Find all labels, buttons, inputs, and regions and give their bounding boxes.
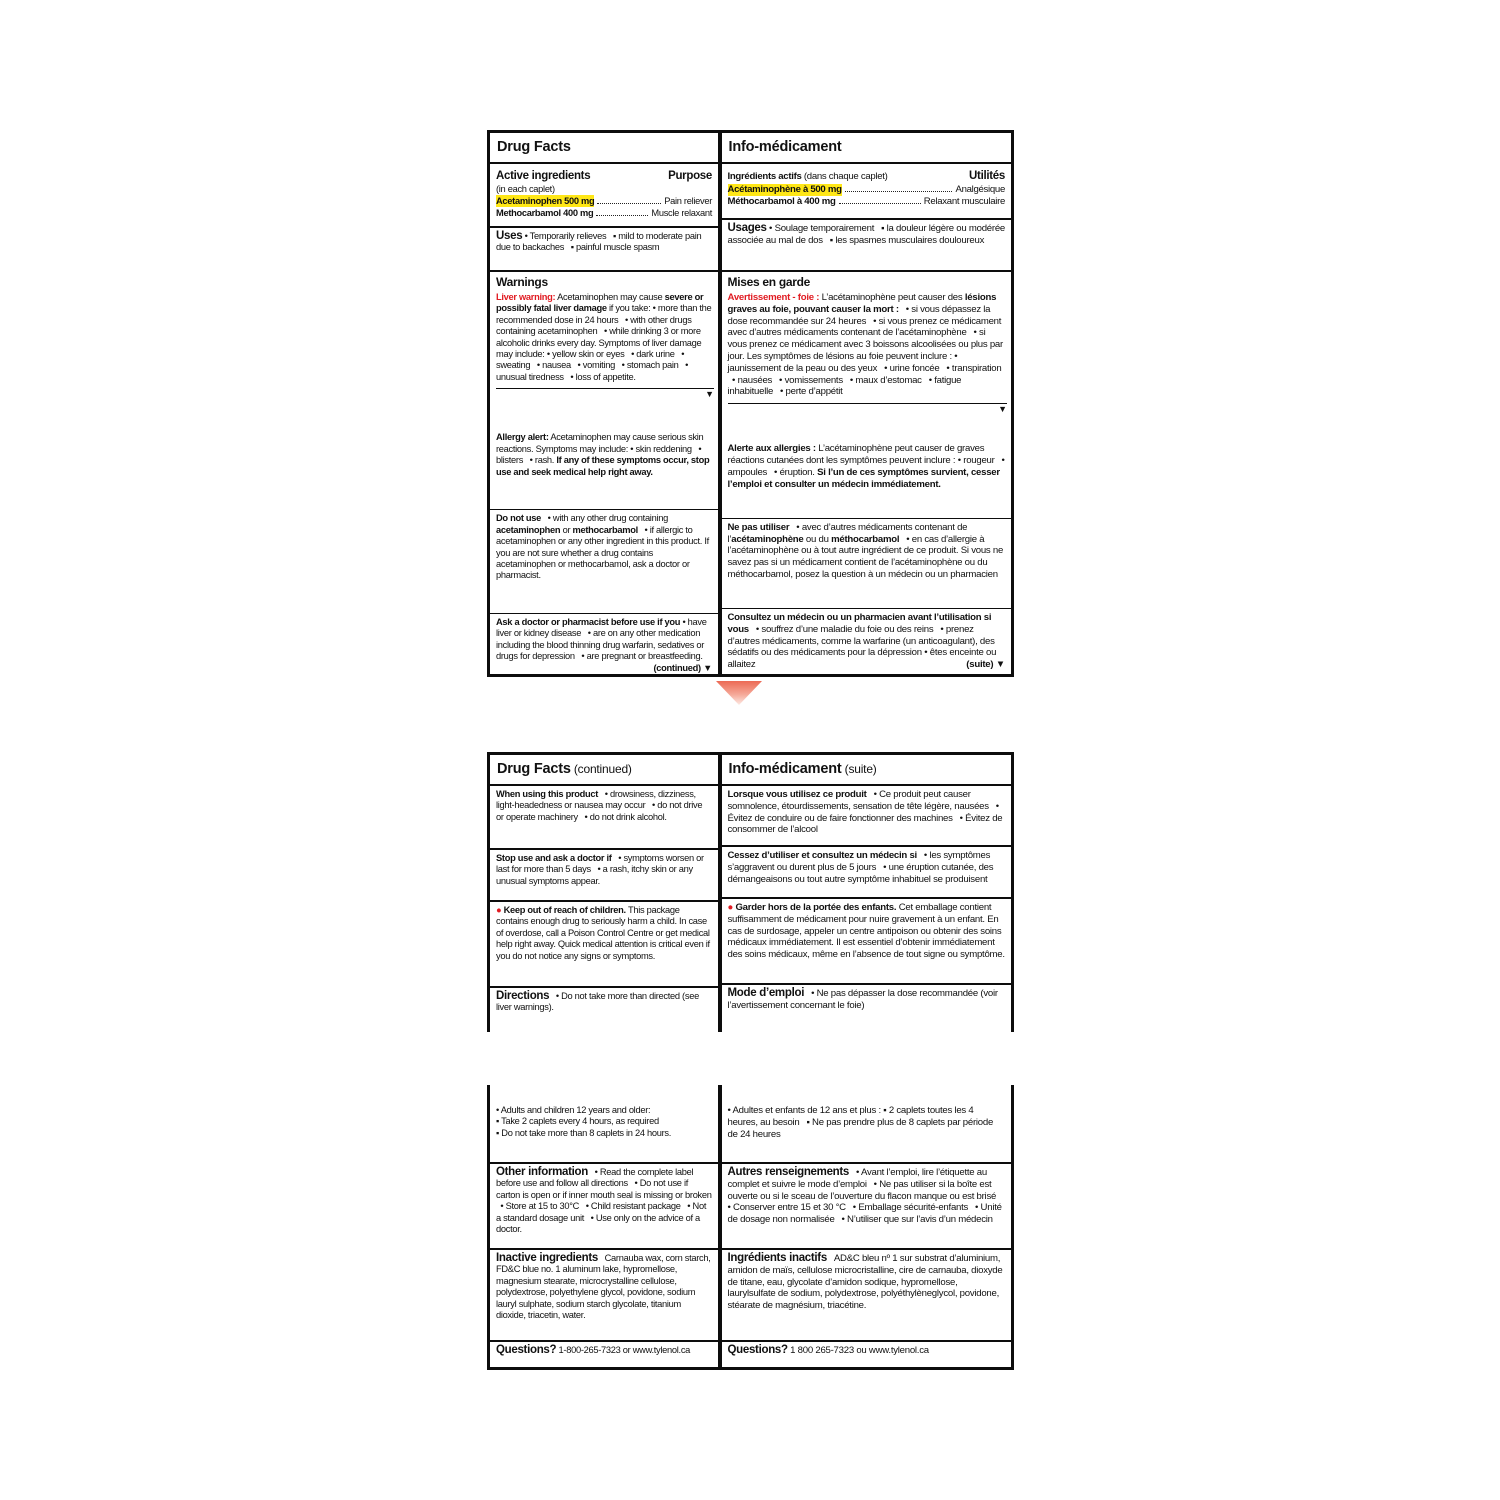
dosage-text-fr: • Adultes et enfants de 12 ans et plus : ▪ 2 caplets toutes les 4 heures, au besoin ▪ Ne pas prendre plus de 8 caplets par période de 24 heures <box>727 1105 994 1140</box>
allergy-alert-block-fr <box>722 440 1012 493</box>
section-ingredients-inactifs <box>722 1248 1012 1340</box>
ingredient-row <box>496 207 712 219</box>
panel-drug-facts-bottom <box>487 1085 1014 1370</box>
panel-drug-facts-top <box>487 130 1014 677</box>
column-english <box>490 133 718 674</box>
section-other-information <box>490 1162 718 1248</box>
ingredient-purpose: Pain reliever <box>664 196 712 206</box>
section-questions <box>490 1340 718 1367</box>
ask-doctor-block-fr <box>722 608 1012 674</box>
questions-text-fr: Questions? 1 800 265-7323 ou www.tylenol.ca <box>727 1344 929 1356</box>
panel-title-fr: Info-médicament <box>728 139 842 155</box>
utilites-heading: Utilités <box>969 170 1005 182</box>
dotted-leader <box>596 215 648 216</box>
mises-en-garde-heading: Mises en garde <box>727 275 811 289</box>
ingredient-name: Acétaminophène à 500 mg <box>727 184 842 195</box>
uses-text: Uses • Temporarily relieves ▪ mild to moderate pain due to backaches ▪ painful muscle spasm <box>496 230 702 253</box>
ingredient-row <box>728 196 1006 208</box>
do-not-use-block <box>490 509 718 584</box>
panel-title-en: Drug Facts <box>497 139 571 155</box>
panel-title-en: Drug Facts (continued) <box>497 761 632 777</box>
other-information-text-fr: Autres renseignements • Avant l’emploi, lire l’étiquette au complet et suivre le mode d’emploi • Ne pas utiliser si la boîte est ouverte ou si le sceau de l’ouverture du flacon manque ou est brisé • Conserver entre 15 et 30 °C • Emballage sécurité-enfants • Unité de dosage non normalisée • N’utiliser que sur l’avis d’un médecin <box>727 1166 1004 1226</box>
stop-use-text-fr: Cessez d’utiliser et consultez un médecin si • les symptômes s’aggravent ou durent plus de 5 jours • une éruption cutanée, des démangeaisons ou tout autre symptôme inhabituel se produisent <box>727 850 994 885</box>
usages-text: Usages • Soulage temporairement ▪ la douleur légère ou modérée associée au mal de dos ▪ les spasmes musculaires douloureux <box>727 222 1005 246</box>
directions-text-fr: Mode d’emploi • Ne pas dépasser la dose recommandée (voir l’avertissement concernant le foie) <box>727 987 998 1011</box>
section-autres-renseignements <box>722 1162 1012 1248</box>
ingredient-purpose: Analgésique <box>955 184 1005 195</box>
continued-arrow-icon: ▼ <box>998 404 1007 415</box>
section-mises-en-garde <box>722 270 1012 674</box>
section-directions <box>490 986 718 1032</box>
panel-title-fr: Info-médicament (suite) <box>728 761 877 777</box>
ingredient-name: Méthocarbamol à 400 mg <box>727 196 836 208</box>
directions-text: Directions • Do not take more than directed (see liver warnings). <box>496 990 699 1013</box>
inactive-ingredients-text: Inactive ingredients Carnauba wax, corn starch, FD&C blue no. 1 aluminum lake, hypromellose, magnesium stearate, microcrystalline cellulose, polydextrose, polyethylene glycol, povidone, sodium lauryl sulphate, sodium starch glycolate, titanium dioxide, triacetin, water. <box>496 1252 711 1321</box>
active-ingredients-subheading: (in each caplet) <box>496 184 555 194</box>
section-active-ingredients <box>490 162 718 226</box>
section-ingredients-actifs <box>722 162 1012 218</box>
section-warnings <box>490 270 718 674</box>
keep-out-text: ● Keep out of reach of children. This package contains enough drug to seriously harm a child. In case of overdose, call a Poison Control Centre or get medical help right away. Quick medical attention is critical even if you do not notice any signs or symptoms. <box>496 905 710 961</box>
warnings-heading: Warnings <box>496 275 548 289</box>
column-english <box>490 755 718 1032</box>
page-continuation-arrow-icon <box>716 681 762 705</box>
allergy-alert-block <box>490 429 718 481</box>
section-lorsque-vous-utilisez <box>722 784 1012 845</box>
panel-drug-facts-continued <box>487 752 1014 1032</box>
column-french <box>722 755 1012 1032</box>
section-uses <box>490 226 718 270</box>
ingredient-purpose: Relaxant musculaire <box>923 196 1005 208</box>
active-ingredients-heading-fr: Ingrédients actifs (dans chaque caplet) <box>727 171 888 182</box>
inactive-ingredients-text-fr: Ingrédients inactifs AD&C bleu nº 1 sur substrat d’aluminium, amidon de maïs, cellulose microcristalline, cire de carnauba, dioxyde de titane, eau, glycolate d’amidon sodique, hypromellose, laurylsulfate de sodium, polydextrose, polyéthylèneglycol, povidone, stéarate de magnésium, triacétine. <box>727 1252 1003 1312</box>
dotted-leader <box>839 203 921 204</box>
section-usages <box>722 218 1012 270</box>
dotted-leader <box>845 191 953 192</box>
do-not-use-text: Do not use • with any other drug containing acetaminophen or methocarbamol • if allergic to acetaminophen or any other ingredient in this product. If you are not sure whether a drug contains acetaminophen or methocarbamol, ask a doctor or pharmacist. <box>496 513 709 581</box>
ingredient-purpose: Muscle relaxant <box>651 208 712 219</box>
section-garder-hors-de-portee <box>722 897 1012 983</box>
ask-doctor-text: Ask a doctor or pharmacist before use if you • have liver or kidney disease • are on any other medication including the blood thinning drug warfarin, sedatives or drugs for depression • are pregnant or breastfeeding. (continued) ▼ <box>496 616 712 673</box>
column-english <box>490 1085 718 1367</box>
liver-warning-block-fr <box>722 272 1012 416</box>
column-french <box>722 133 1012 674</box>
section-questions-fr <box>722 1340 1012 1367</box>
do-not-use-block-fr <box>722 518 1012 584</box>
purpose-heading: Purpose <box>668 170 712 182</box>
stop-use-text: Stop use and ask a doctor if • symptoms worsen or last for more than 5 days • a rash, itchy skin or any unusual symptoms appear. <box>496 853 704 886</box>
allergy-alert-text: Allergy alert: Acetaminophen may cause serious skin reactions. Symptoms may include: • skin reddening • blisters • rash. If any of these symptoms occur, stop use and seek medical help right away. <box>496 432 710 477</box>
liver-warning-text-fr: Avertissement - foie : L’acétaminophène peut causer des lésions graves au foie, pouvant causer la mort : • si vous dépassez la dose recommandée sur 24 heures • si vous prenez ce médicament avec d’autres médicaments contenant de l’acétaminophène • si vous prenez ce médicament avec 3 boissons alcoolisées ou plus par jour. Les symptômes de lésions au foie peuvent inclure : • jaunissement de la peau ou des yeux • urine foncée • transpiration • nausées • vomissements • maux d’estomac • fatigue inhabituelle • perte d’appétit <box>727 292 1003 398</box>
ingredient-row <box>496 195 712 207</box>
dosage-text: • Adults and children 12 years and older: ▪ Take 2 caplets every 4 hours, as required ▪ Do not take more than 8 caplets in 24 hours. <box>496 1105 672 1138</box>
section-dosage-fr <box>722 1085 1012 1162</box>
section-inactive-ingredients <box>490 1248 718 1340</box>
other-information-text: Other information • Read the complete label before use and follow all directions • Do not use if carton is open or if inner mouth seal is missing or broken • Store at 15 to 30°C • Child resistant package • Not a standard dosage unit • Use only on the advice of a doctor. <box>496 1166 712 1235</box>
allergy-alert-text-fr: Alerte aux allergies : L’acétaminophène peut causer de graves réactions cutanées dont les symptômes peuvent inclure : • rougeur • ampoules • éruption. Si l’un de ces symptômes survient, cesser l’emploi et consulter un médecin immédiatement. <box>727 443 1005 490</box>
do-not-use-text-fr: Ne pas utiliser • avec d’autres médicaments contenant de l’acétaminophène ou du méthocarbamol • en cas d’allergie à l’acétaminophène ou à tout autre ingrédient de ce produit. Si vous ne savez pas si un médicament contient de l’acétaminophène ou du méthocarbamol, posez la question à un médecin ou un pharmacien <box>727 521 1004 580</box>
section-dosage <box>490 1085 718 1162</box>
liver-warning-text: Liver warning: Acetaminophen may cause severe or possibly fatal liver damage if you take: • more than the recommended dose in 24 hours • with other drugs containing acetaminophen • while drinking 3 or more alcoholic drinks every day. Symptoms of liver damage may include: • yellow skin or eyes • dark urine • sweating • nausea • vomiting • stomach pain • unusual tiredness • loss of appetite. <box>496 292 712 382</box>
questions-text: Questions? 1-800-265-7323 or www.tylenol.ca <box>496 1344 691 1356</box>
section-stop-use <box>490 848 718 900</box>
keep-out-text-fr: ● Garder hors de la portée des enfants. Cet emballage contient suffisamment de médicament pour nuire gravement à un enfant. En cas de surdosage, appeler un centre antipoison ou obtenir des soins médicaux immédiatement. Il est essentiel d’obtenir immédiatement des soins médicaux, même en l’absence de tout signe ou symptôme. <box>727 902 1005 961</box>
active-ingredients-heading: Active ingredients <box>496 170 591 182</box>
ingredient-name: Methocarbamol 400 mg <box>496 208 594 219</box>
when-using-text: When using this product • drowsiness, dizziness, light-headedness or nausea may occur • do not drive or operate machinery • do not drink alcohol. <box>496 789 703 822</box>
dotted-leader <box>597 203 661 204</box>
section-mode-emploi <box>722 983 1012 1032</box>
section-keep-out-of-reach <box>490 900 718 986</box>
when-using-text-fr: Lorsque vous utilisez ce produit • Ce produit peut causer somnolence, étourdissements, sensation de tête légère, nausées • Évitez de conduire ou de faire fonctionner des machines • Évitez de consommer de l’alcool <box>727 789 1003 836</box>
ingredient-name: Acetaminophen 500 mg <box>496 196 595 206</box>
ask-doctor-block <box>490 613 718 674</box>
continued-arrow-icon: ▼ <box>705 389 714 400</box>
section-cessez-utiliser <box>722 845 1012 897</box>
ingredient-row <box>728 184 1006 196</box>
column-french <box>722 1085 1012 1367</box>
section-when-using <box>490 784 718 848</box>
liver-warning-block <box>490 272 718 401</box>
ask-doctor-text-fr: Consultez un médecin ou un pharmacien avant l’utilisation si vous • souffrez d’une maladie du foie ou des reins • prenez d’autres médicaments, comme la warfarine (un anticoagulant), des sédatifs ou des médicaments pour la dépression • êtes enceinte ou allaitez (suite) ▼ <box>727 612 1005 671</box>
